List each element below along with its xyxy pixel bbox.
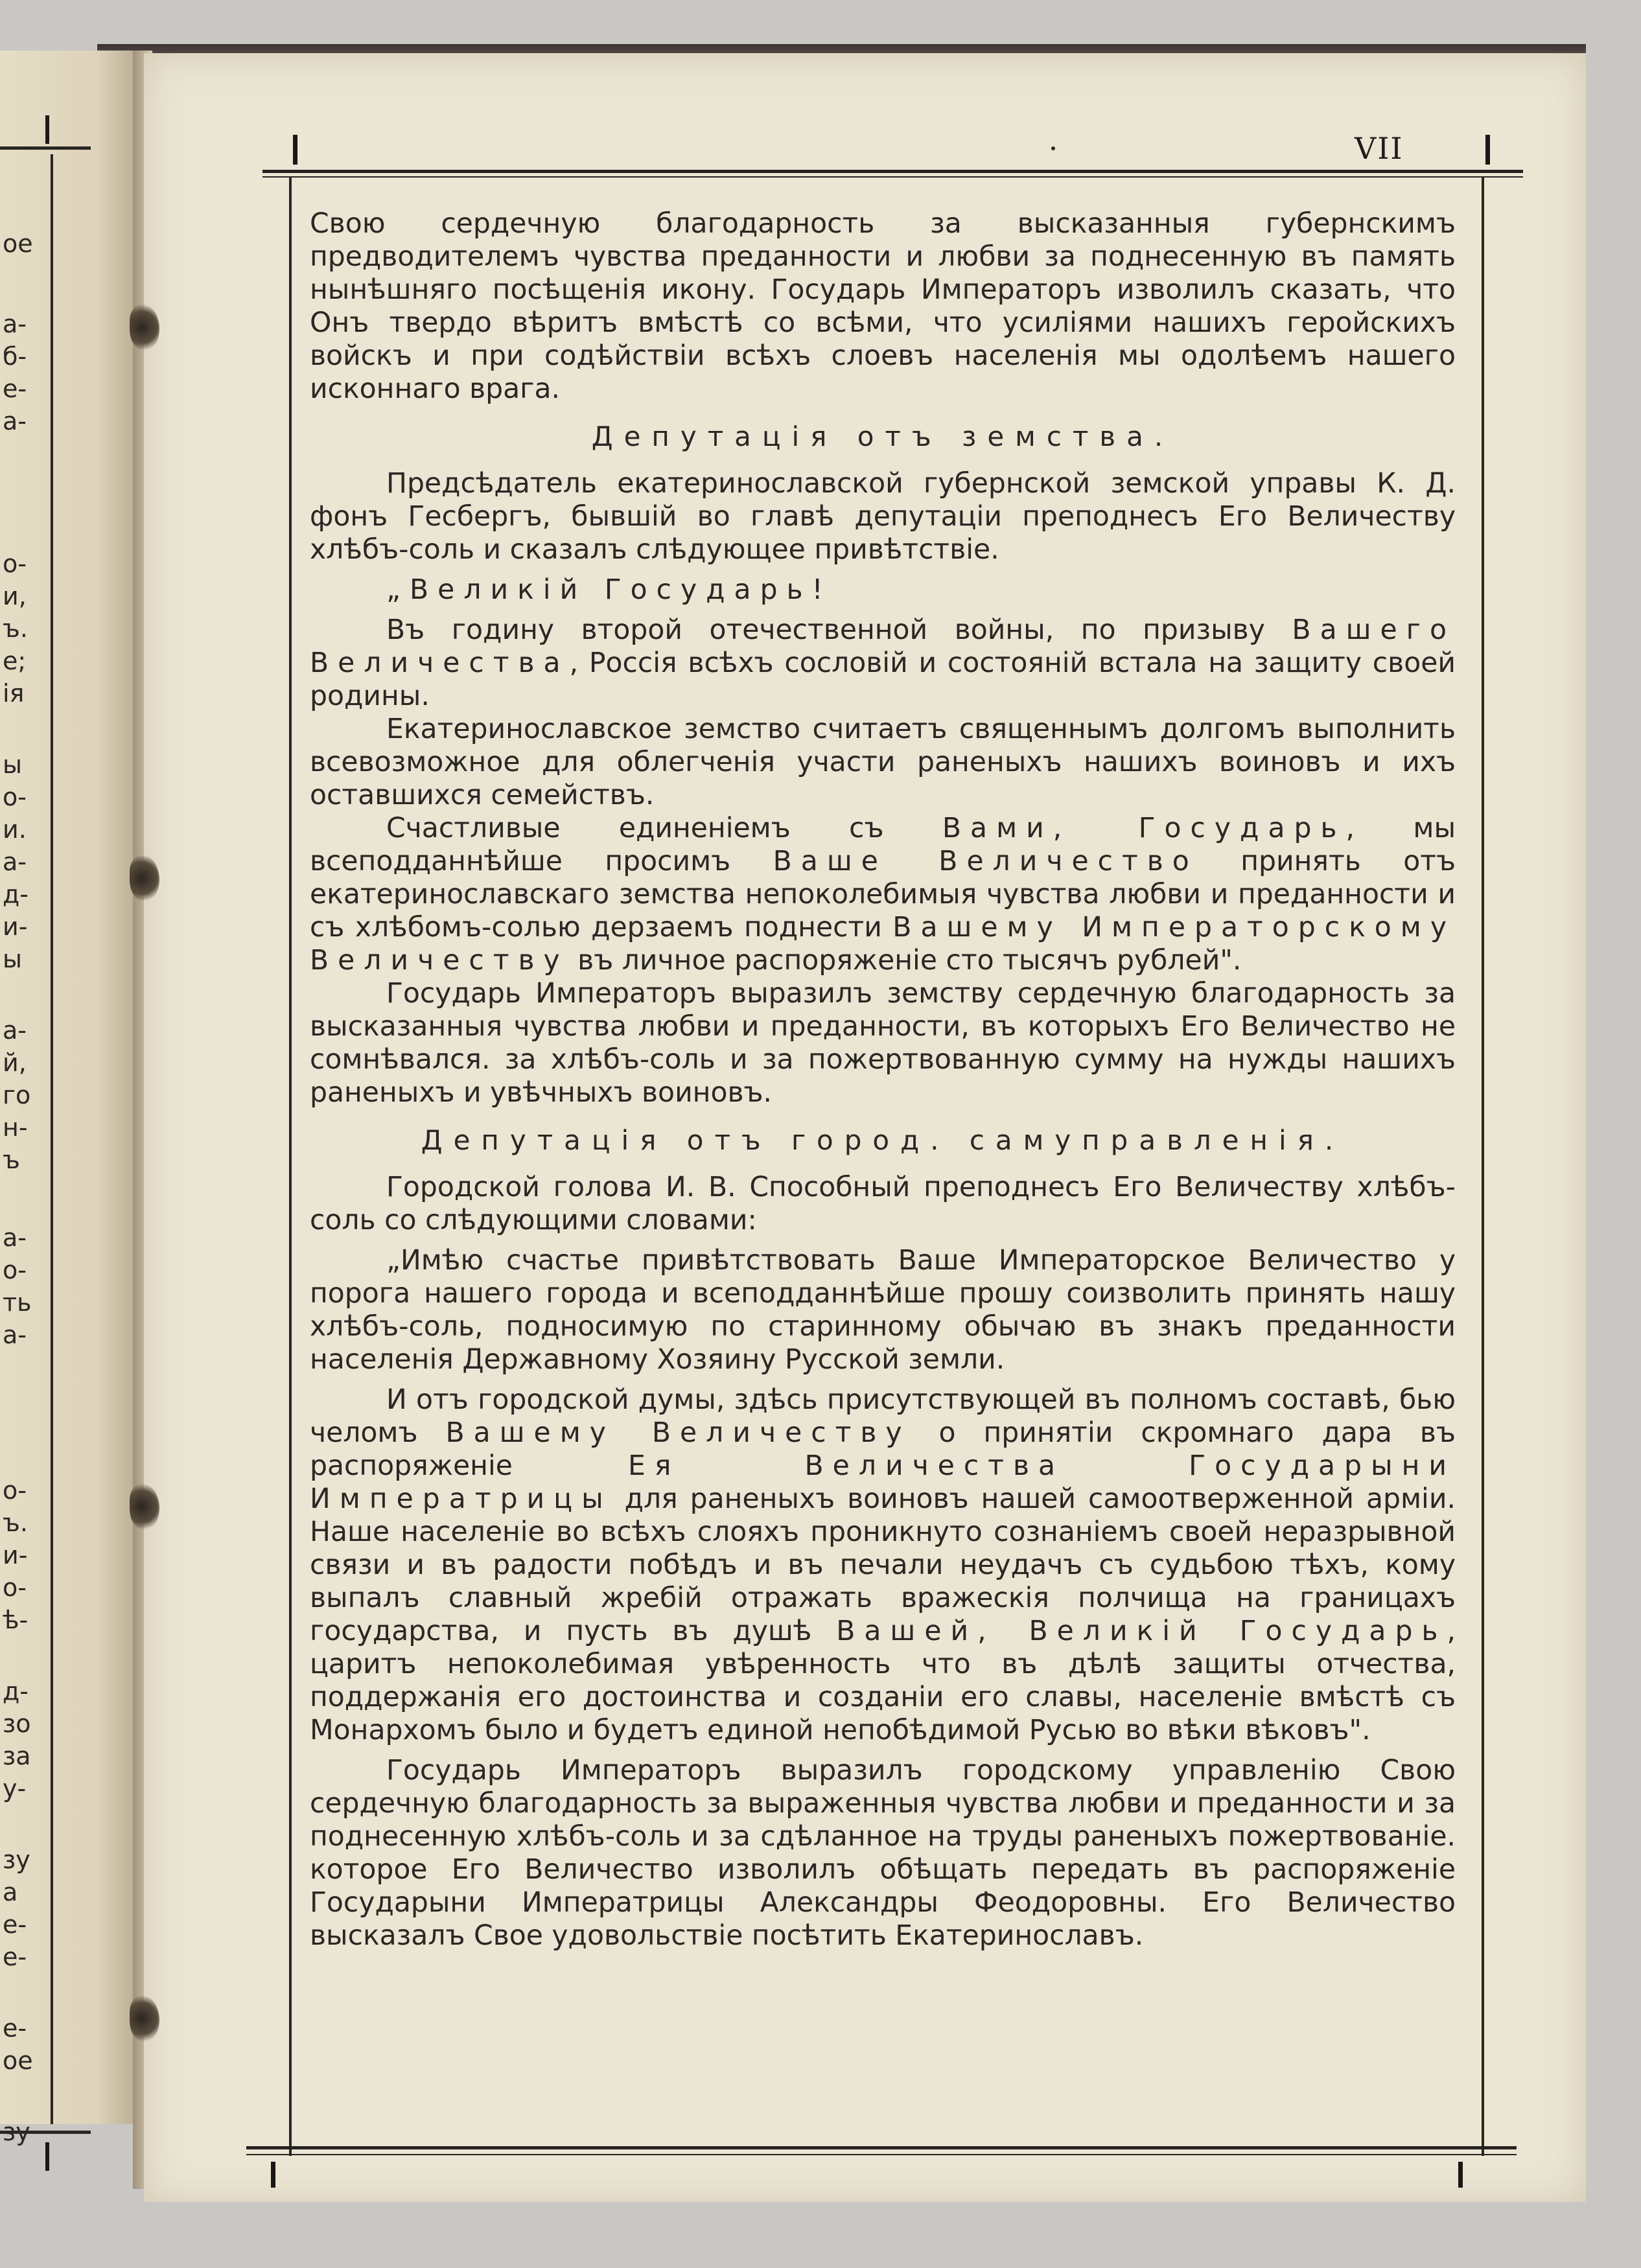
- previous-page-frame-line: [51, 154, 53, 2124]
- scan-background-top: [0, 0, 1641, 44]
- text-run: принять отъ екатеринославскаго земства непоколебимыя чувства любви и преданности и съ хлѣбомъ-солью дерзаемъ поднести: [310, 846, 1456, 943]
- footer-rule-thin: [246, 2154, 1517, 2155]
- paragraph-zemstvo-speech-2: Екатеринославское земство считаетъ священнымъ долгомъ выполнить всевозможное для облегченія участи раненыхъ нашихъ воиновъ и ихъ оставшихся семействъ.: [310, 713, 1456, 811]
- footer-left-tick: [271, 2162, 275, 2188]
- paragraph-city-head: Городской голова И. В. Способный преподнесъ Его Величеству хлѣбъ-соль со слѣдующими словами:: [310, 1172, 1456, 1236]
- fragment: е-: [3, 375, 27, 403]
- fragment: ы: [3, 750, 23, 779]
- fragment: е-: [3, 2014, 27, 2042]
- text-run: въ личное распоряженіе сто тысячъ рублей".: [568, 945, 1242, 977]
- frame-left-line: [289, 176, 292, 2156]
- fragment: зо: [3, 1709, 31, 1738]
- fragment: зу: [3, 2118, 30, 2146]
- fragment: а-: [3, 1223, 27, 1252]
- fragment: у-: [3, 1774, 27, 1803]
- fragment: за: [3, 1742, 31, 1770]
- text-run: Счастливые единеніемъ съ: [386, 813, 942, 844]
- paragraph-emperor-reply-zemstvo: Государь Императоръ выразилъ земству сердечную благодарность за высказанныя чувства любви и преданности, въ которыхъ Его Величество не сомнѣвался. за хлѣбъ-соль и за пожертвованную сумму на нужды нашихъ раненыхъ и увѣчныхъ воиновъ.: [310, 978, 1456, 1109]
- paragraph-zemstvo-speech-1: [310, 614, 1456, 713]
- scan-background-bottom: [0, 2202, 1641, 2268]
- header-right-tick: [1485, 135, 1490, 165]
- previous-page-top-tick: [45, 115, 49, 144]
- scan-background-right: [1586, 44, 1641, 2268]
- previous-page-bottom-tick: [45, 2142, 49, 2171]
- fragment: ѣ-: [3, 1606, 29, 1634]
- fragment: о-: [3, 550, 27, 578]
- fragment: ть: [3, 1288, 32, 1317]
- fragment: ъ.: [3, 1509, 28, 1537]
- footer-right-tick: [1458, 2162, 1463, 2188]
- fragment: ы: [3, 945, 23, 973]
- fragment: н-: [3, 1113, 28, 1142]
- fragment: ъ.: [3, 614, 28, 643]
- fragment: го: [3, 1081, 31, 1109]
- previous-page-top-rule: [0, 146, 91, 150]
- fragment: и-: [3, 1541, 28, 1569]
- fragment: й,: [3, 1048, 27, 1077]
- fragment: о-: [3, 1256, 27, 1284]
- text-run: Въ годину второй отечественной войны, по призыву: [386, 614, 1292, 646]
- fragment: е-: [3, 1943, 27, 1971]
- paragraph-emperor-reply-city: Государь Императоръ выразилъ городскому управленію Свою сердечную благодарность за выраженныя чувства любви и преданности и за поднесенную хлѣбъ-соль и за сдѣланное на труды раненыхъ пожертвованіе. которое Его Величество изволилъ обѣщать передать въ распоряженіе Государыни Императрицы Александры Феодоровны. Его Величество высказалъ Свое удовольствіе посѣтить Екатеринославъ.: [310, 1755, 1456, 1952]
- fragment: о-: [3, 1573, 27, 1602]
- fragment: ое: [3, 229, 33, 258]
- fragment: о-: [3, 783, 27, 811]
- fragment: ое: [3, 2046, 33, 2075]
- spaced-title: Вашему Величеству: [445, 1417, 911, 1449]
- paragraph-emperor-thanks-governor: Свою сердечную благодарность за высказанныя губернскимъ предводителемъ чувства преданности и любви за поднесенную въ память нынѣшняго посѣщенія икону. Государь Императоръ изволилъ сказать, что Онъ твердо вѣритъ вмѣстѣ со всѣми, что усиліями нашихъ геройскихъ войскъ и при содѣйствіи всѣхъ слоевъ населенія мы одолѣемъ нашего исконнаго врага.: [310, 208, 1456, 405]
- fragment: б-: [3, 342, 27, 371]
- text-run: , мы всеподданнѣйше просимъ: [310, 813, 1456, 877]
- paragraph-zemstvo-speech-3: [310, 812, 1456, 977]
- heading-city-deputation: Депутація отъ город. самуправленія.: [421, 1124, 1345, 1156]
- fragment: и-: [3, 912, 28, 941]
- header-rule-thin: [262, 176, 1523, 178]
- text-run: , Россія всѣхъ сословій и состояній встала на защиту своей родины.: [310, 647, 1456, 712]
- spaced-title: Вашему Императорскому Величеству: [310, 912, 1456, 977]
- page-number: VII: [1355, 131, 1404, 166]
- text-run: , царитъ непоколебимая увѣренность что въ дѣлѣ защиты отчества, поддержанія его достоинства и созданіи его славы, населеніе вмѣстѣ съ Монархомъ было и будетъ единой непобѣдимой Русью во вѣки вѣковъ".: [310, 1615, 1456, 1746]
- spaced-title: Вами, Государь: [942, 813, 1346, 844]
- fragment: и,: [3, 582, 27, 610]
- fragment: ія: [3, 679, 25, 708]
- fragment: д-: [3, 880, 29, 908]
- header-dot: [1051, 146, 1055, 150]
- spaced-title: Вашей, Великій Государь: [836, 1615, 1447, 1647]
- text-run: о принятіи скромнаго дара въ распоряженіе: [310, 1417, 1456, 1482]
- paragraph-city-speech-1: „Имѣю счастье привѣтствовать Ваше Императорское Величество у порога нашего города и всеподданнѣйше прошу соизволить принять нашу хлѣбъ-соль, подносимую по старинному обычаю въ знакъ преданности населенія Державному Хозяину Русской земли.: [310, 1245, 1456, 1376]
- fragment: е;: [3, 647, 27, 675]
- fragment: а-: [3, 1321, 27, 1349]
- paragraph-zemstvo-chairman: Предсѣдатель екатеринославской губернской земской управы К. Д. фонъ Гесбергъ, бывшій во главѣ депутаціи преподнесъ Его Величеству хлѣбъ-соль и сказалъ слѣдующее привѣтствіе.: [310, 468, 1456, 566]
- page-body-text: [310, 207, 1456, 1952]
- header-rule: [262, 170, 1523, 173]
- fragment: д-: [3, 1677, 29, 1706]
- fragment: а-: [3, 310, 27, 338]
- frame-right-line: [1482, 176, 1484, 2156]
- fragment: и.: [3, 815, 27, 844]
- text-run: И отъ городской думы, здѣсь присутствующей въ полномъ составѣ, бью челомъ: [310, 1384, 1456, 1449]
- text-run: для раненыхъ воиновъ нашей самоотверженной арміи. Наше населеніе во всѣхъ слояхъ проникнуто сознаніемъ своей неразрывной связи и въ радости побѣдъ и въ печали неудачъ съ судьбою тѣхъ, кому выпалъ славный жребій отражать вражескія полчища на границахъ государства, и пусть въ душѣ: [310, 1483, 1456, 1647]
- fragment: зу: [3, 1846, 30, 1874]
- spaced-title: Ея Величества Государыни Императрицы: [310, 1450, 1456, 1515]
- fragment: ъ: [3, 1146, 20, 1174]
- paragraph-salutation: „Великій Государь!: [386, 574, 832, 606]
- footer-rule: [246, 2146, 1517, 2149]
- fragment: е-: [3, 1910, 27, 1939]
- fragment: о-: [3, 1476, 27, 1505]
- fragment: а-: [3, 407, 27, 435]
- fragment: а-: [3, 848, 27, 876]
- spaced-title: Вашего Величества: [310, 614, 1456, 679]
- fragment: а-: [3, 1016, 27, 1045]
- paragraph-city-speech-2: [310, 1383, 1456, 1747]
- spaced-title: Ваше Величество: [773, 846, 1198, 877]
- fragment: а: [3, 1878, 18, 1906]
- header-left-tick: [293, 135, 297, 165]
- heading-zemstvo-deputation: Депутація отъ земства.: [591, 421, 1174, 452]
- previous-page-sliver: [0, 51, 139, 2146]
